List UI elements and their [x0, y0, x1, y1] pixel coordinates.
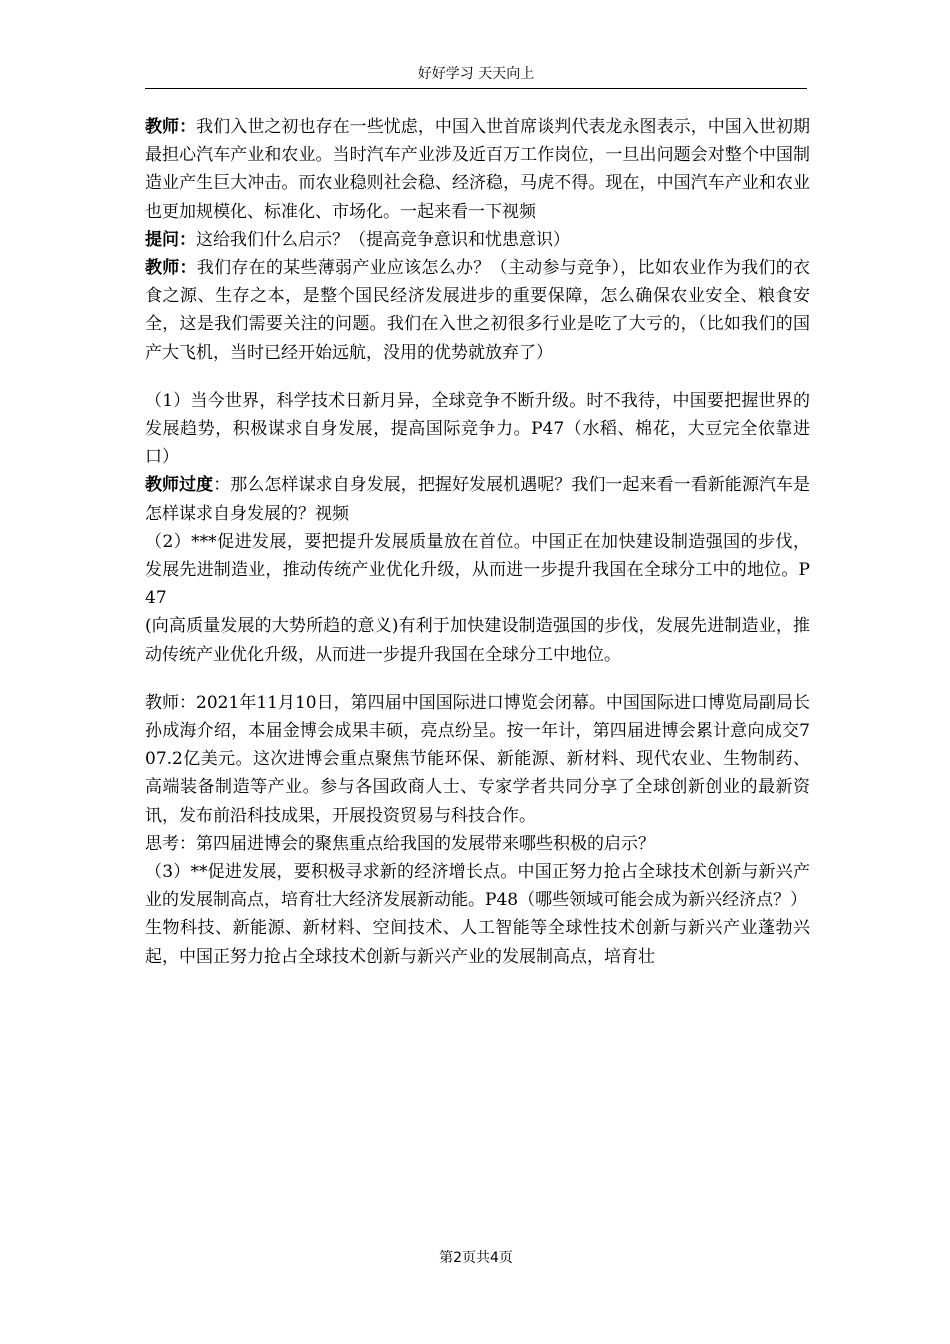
paragraph-text: 这给我们什么启示？（提高竞争意识和忧患意识）: [196, 229, 570, 250]
paragraph: [145, 254, 810, 367]
document-body: [145, 113, 810, 971]
header-rule: [145, 88, 807, 89]
paragraph-text: （1）当今世界，科学技术日新月异，全球竞争不断升级。时不我待，中国要把握世界的发展趋势，积极谋求自身发展，提高国际竞争力。P47（水稻、棉花，大豆完全依靠进口）: [145, 390, 810, 468]
speaker-label: 教师过度: [145, 475, 214, 496]
paragraph: [145, 858, 810, 914]
paragraph: [145, 113, 810, 226]
paragraph: [145, 612, 810, 668]
speaker-label: 教师：: [145, 117, 197, 137]
paragraph: [145, 226, 810, 254]
paragraph: [145, 471, 810, 527]
paragraph-spacer: [145, 367, 810, 387]
paragraph-text: 教师：2021年11月10日，第四届中国国际进口博览会闭幕。中国国际进口博览局副局长孙成海介绍，本届金博会成果丰硕，亮点纷呈。按一年计，第四届进博会累计意向成交707.2亿美元。这次进博会重点聚焦节能环保、新能源、新材料、现代农业、生物制药、高端装备制造等产业。参与各国政商人士、专家学者共同分享了全球创新创业的最新资讯，发布前沿科技成果，开展投资贸易与科技合作。: [145, 692, 810, 826]
paragraph-text: （3）**促进发展，要积极寻求新的经济增长点。中国正努力抢占全球技术创新与新兴产业的发展制高点，培育壮大经济发展新动能。P48（哪些领域可能会成为新兴经济点？）: [145, 862, 810, 911]
paragraph: [145, 387, 810, 472]
speaker-label: 提问：: [145, 229, 196, 250]
paragraph: [145, 914, 810, 970]
paragraph-text: 我们入世之初也存在一些忧虑，中国入世首席谈判代表龙永图表示，中国入世初期最担心汽车产业和农业。当时汽车产业涉及近百万工作岗位，一旦出问题会对整个中国制造业产生巨大冲击。而农业稳则社会稳、经济稳，马虎不得。现在，中国汽车产业和农业也更加规模化、标准化、市场化。一起来看一下视频: [145, 117, 811, 222]
paragraph-spacer: [145, 669, 810, 689]
paragraph: [145, 528, 810, 613]
paragraph-text: ：那么怎样谋求自身发展，把握好发展机遇呢？我们一起来看一看新能源汽车是怎样谋求自身发展的？视频: [145, 475, 811, 524]
paragraph-text: （2）***促进发展，要把提升发展质量放在首位。中国正在加快建设制造强国的步伐，发展先进制造业，推动传统产业优化升级，从而进一步提升我国在全球分工中的地位。P47: [145, 531, 810, 609]
paragraph: [145, 689, 810, 830]
paragraph-text: 我们存在的某些薄弱产业应该怎么办？（主动参与竞争），比如农业作为我们的衣食之源、生存之本，是整个国民经济发展进步的重要保障，怎么确保农业安全、粮食安全，这是我们需要关注的问题。我们在入世之初很多行业是吃了大亏的，（比如我们的国产大飞机，当时已经开始远航，没用的优势就放弃了）: [145, 258, 811, 363]
paragraph-text: 思考：第四届进博会的聚焦重点给我国的发展带来哪些积极的启示？: [145, 833, 655, 854]
paragraph-text: (向高质量发展的大势所趋的意义)有利于加快建设制造强国的步伐，发展先进制造业，推动传统产业优化升级，从而进一步提升我国在全球分工中地位。: [145, 616, 810, 665]
paragraph: [145, 830, 810, 858]
paragraph-text: 生物科技、新能源、新材料、空间技术、人工智能等全球性技术创新与新兴产业蓬勃兴起，中国正努力抢占全球技术创新与新兴产业的发展制高点，培育壮: [145, 918, 810, 967]
page-number: 第2页共4页: [439, 1250, 513, 1266]
speaker-label: 教师：: [145, 258, 197, 279]
page-header: 好好学习 天天向上: [417, 66, 535, 82]
